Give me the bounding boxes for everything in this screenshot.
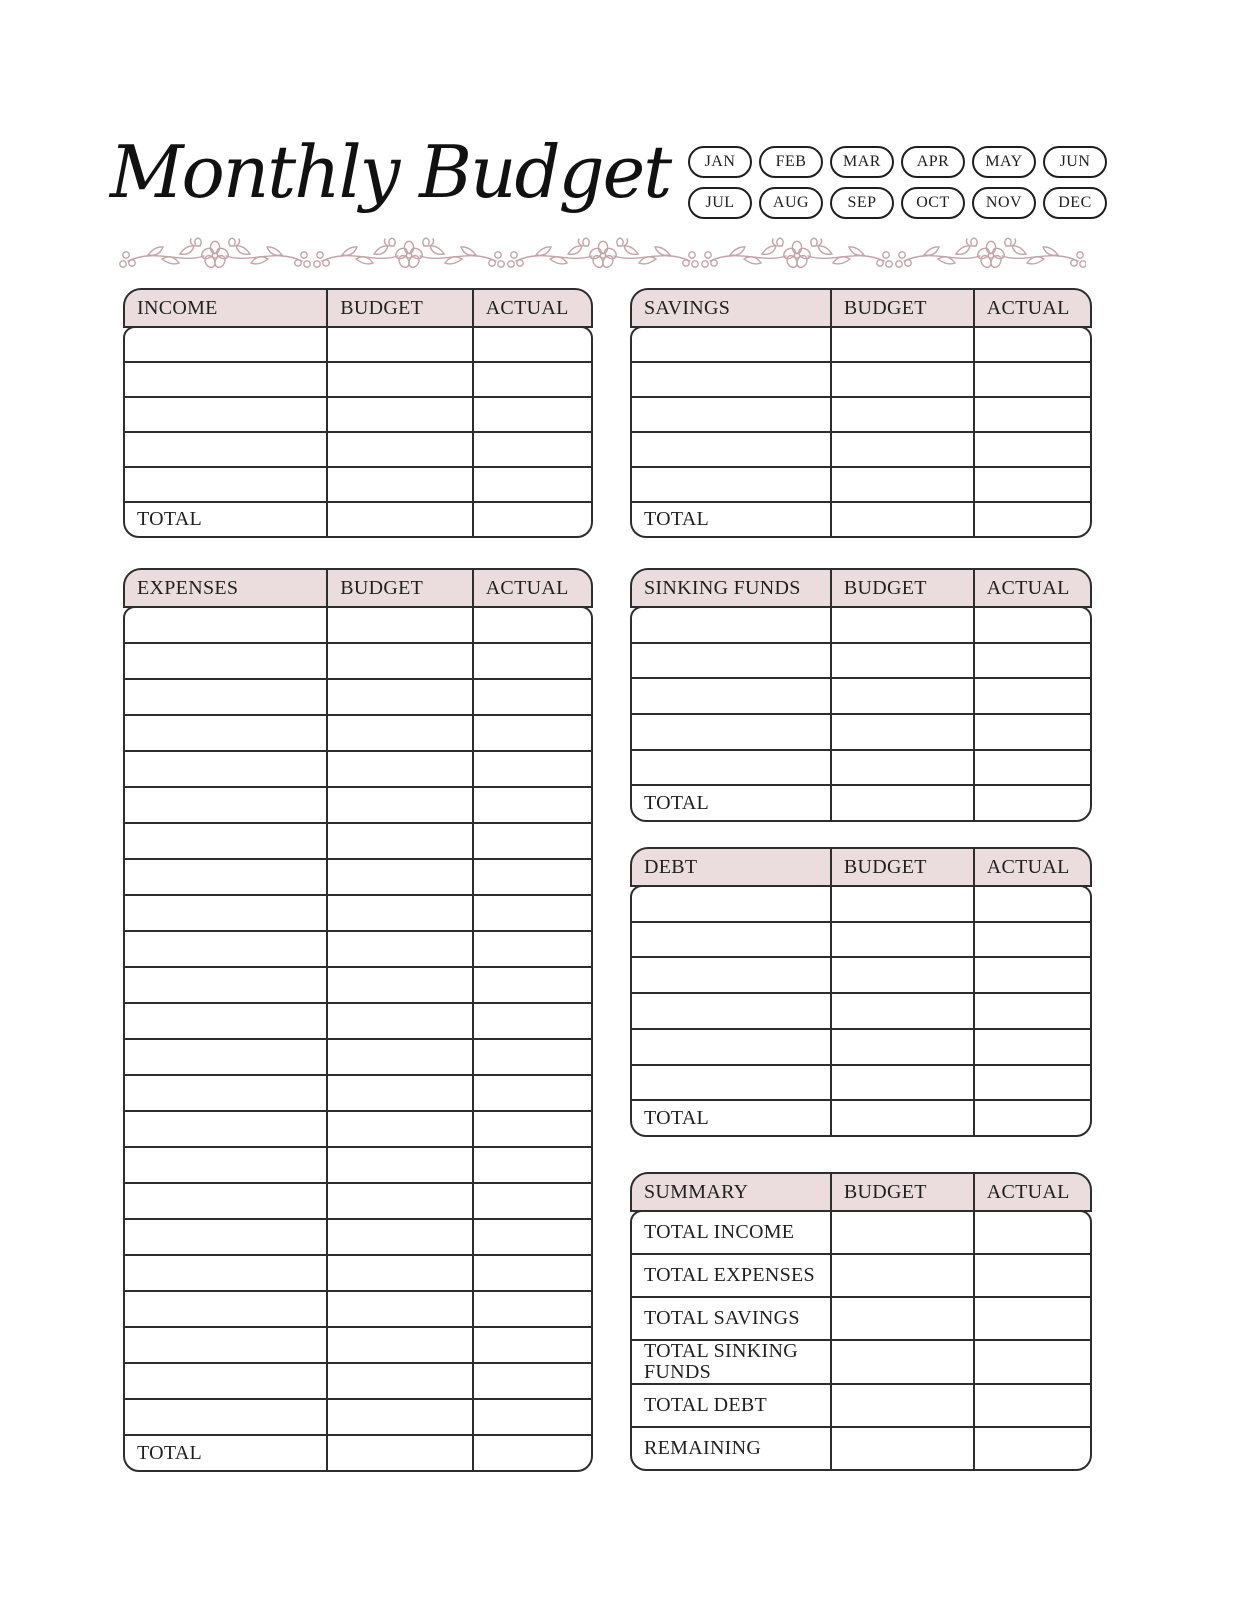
expenses-row	[125, 966, 591, 1002]
expenses-actual-cell[interactable]	[472, 1328, 591, 1362]
expenses-actual-cell[interactable]	[472, 824, 591, 858]
expenses-row	[125, 642, 591, 678]
summary-budget-cell[interactable]	[830, 1298, 973, 1339]
summary-header-row	[630, 1172, 1092, 1212]
debt-header-row	[630, 847, 1092, 887]
expenses-actual-cell[interactable]	[472, 1400, 591, 1434]
debt-name-cell[interactable]	[632, 923, 830, 957]
summary-actual-cell[interactable]	[973, 1255, 1090, 1296]
income-total-budget-cell[interactable]	[326, 503, 471, 536]
expenses-name-cell[interactable]	[125, 1148, 326, 1182]
month-pill-apr[interactable]: APR	[901, 146, 965, 178]
debt-actual-cell[interactable]	[973, 958, 1090, 992]
savings-budget-cell[interactable]	[830, 328, 973, 361]
debt-actual-cell[interactable]	[973, 994, 1090, 1028]
page-title: Monthly Budget	[109, 130, 671, 214]
income-name-cell[interactable]	[125, 433, 326, 466]
debt-name-cell[interactable]	[632, 887, 830, 921]
savings-table	[630, 288, 1092, 538]
expenses-actual-cell[interactable]	[472, 968, 591, 1002]
debt-total-budget-cell[interactable]	[830, 1101, 973, 1135]
sinking_funds-row	[632, 749, 1090, 785]
expenses-budget-cell[interactable]	[326, 932, 471, 966]
expenses-budget-cell[interactable]	[326, 824, 471, 858]
expenses-budget-cell[interactable]	[326, 644, 471, 678]
expenses-row	[125, 894, 591, 930]
month-pill-feb[interactable]: FEB	[759, 146, 823, 178]
sinking_funds-budget-cell[interactable]	[830, 644, 973, 678]
expenses-name-cell[interactable]	[125, 860, 326, 894]
income-row	[125, 466, 591, 501]
expenses-actual-cell[interactable]	[472, 1112, 591, 1146]
debt-name-cell[interactable]	[632, 1030, 830, 1064]
income-row	[125, 431, 591, 466]
savings-total-row	[632, 501, 1090, 536]
summary-row-label: TOTAL EXPENSES	[644, 1264, 815, 1286]
expenses-actual-cell[interactable]	[472, 788, 591, 822]
debt-body	[630, 885, 1092, 1137]
expenses-name-cell[interactable]	[125, 1400, 326, 1434]
expenses-row	[125, 858, 591, 894]
sinking_funds-name-cell[interactable]	[632, 679, 830, 713]
income-row	[125, 396, 591, 431]
sinking_funds-actual-cell[interactable]	[973, 608, 1090, 642]
expenses-name-cell[interactable]	[125, 932, 326, 966]
income-header-actual: ACTUAL	[472, 290, 591, 326]
expenses-budget-cell[interactable]	[326, 1040, 471, 1074]
summary-actual-cell[interactable]	[973, 1341, 1090, 1383]
income-name-cell[interactable]	[125, 363, 326, 396]
expenses-name-cell[interactable]	[125, 1076, 326, 1110]
debt-total-row	[632, 1099, 1090, 1135]
expenses-name-cell[interactable]	[125, 1292, 326, 1326]
savings-name-cell[interactable]	[632, 433, 830, 466]
expenses-budget-cell[interactable]	[326, 608, 471, 642]
expenses-row	[125, 608, 591, 642]
sinking_funds-row	[632, 713, 1090, 749]
income-header-row	[123, 288, 593, 328]
income-total-actual-cell[interactable]	[472, 503, 591, 536]
sinking_funds-total-label: TOTAL	[644, 791, 710, 814]
savings-actual-cell[interactable]	[973, 363, 1090, 396]
sinking_funds-row	[632, 677, 1090, 713]
sinking_funds-header-row	[630, 568, 1092, 608]
savings-row	[632, 431, 1090, 466]
expenses-budget-cell[interactable]	[326, 968, 471, 1002]
summary-budget-cell[interactable]	[830, 1212, 973, 1253]
expenses-row	[125, 786, 591, 822]
summary-row-label: REMAINING	[644, 1437, 762, 1459]
expenses-row	[125, 1110, 591, 1146]
summary-row-label: TOTAL DEBT	[644, 1394, 768, 1416]
sinking_funds-name-cell[interactable]	[632, 751, 830, 785]
debt-budget-cell[interactable]	[830, 958, 973, 992]
expenses-actual-cell[interactable]	[472, 680, 591, 714]
savings-name-cell[interactable]	[632, 363, 830, 396]
summary-row	[632, 1339, 1090, 1383]
income-actual-cell[interactable]	[472, 398, 591, 431]
expenses-budget-cell[interactable]	[326, 1076, 471, 1110]
month-selector	[688, 146, 1107, 219]
summary-table	[630, 1172, 1092, 1471]
sinking_funds-name-cell[interactable]	[632, 644, 830, 678]
summary-row	[632, 1426, 1090, 1469]
expenses-actual-cell[interactable]	[472, 1184, 591, 1218]
expenses-row	[125, 714, 591, 750]
summary-actual-cell[interactable]	[973, 1298, 1090, 1339]
income-header-title: INCOME	[137, 296, 218, 319]
expenses-actual-cell[interactable]	[472, 1220, 591, 1254]
savings-actual-cell[interactable]	[973, 468, 1090, 501]
sinking_funds-header-title: SINKING FUNDS	[644, 576, 801, 599]
sinking_funds-budget-cell[interactable]	[830, 715, 973, 749]
expenses-name-cell[interactable]	[125, 968, 326, 1002]
month-pill-oct[interactable]: OCT	[901, 187, 965, 219]
summary-row	[632, 1253, 1090, 1296]
debt-name-cell[interactable]	[632, 1066, 830, 1100]
debt-name-cell[interactable]	[632, 958, 830, 992]
savings-actual-cell[interactable]	[973, 398, 1090, 431]
summary-row	[632, 1212, 1090, 1253]
income-row	[125, 328, 591, 361]
debt-actual-cell[interactable]	[973, 1066, 1090, 1100]
expenses-header-row	[123, 568, 593, 608]
expenses-actual-cell[interactable]	[472, 1292, 591, 1326]
summary-actual-cell[interactable]	[973, 1212, 1090, 1253]
savings-budget-cell[interactable]	[830, 433, 973, 466]
income-budget-cell[interactable]	[326, 328, 471, 361]
debt-actual-cell[interactable]	[973, 887, 1090, 921]
income-actual-cell[interactable]	[472, 328, 591, 361]
expenses-budget-cell[interactable]	[326, 896, 471, 930]
expenses-name-cell[interactable]	[125, 788, 326, 822]
month-pill-jul[interactable]: JUL	[688, 187, 752, 219]
expenses-row	[125, 1182, 591, 1218]
income-budget-cell[interactable]	[326, 433, 471, 466]
income-total-row	[125, 501, 591, 536]
month-pill-jun[interactable]: JUN	[1043, 146, 1107, 178]
expenses-name-cell[interactable]	[125, 1004, 326, 1038]
savings-actual-cell[interactable]	[973, 328, 1090, 361]
savings-total-budget-cell[interactable]	[830, 503, 973, 536]
expenses-actual-cell[interactable]	[472, 752, 591, 786]
expenses-actual-cell[interactable]	[472, 1256, 591, 1290]
debt-budget-cell[interactable]	[830, 923, 973, 957]
sinking_funds-header-actual: ACTUAL	[973, 570, 1090, 606]
expenses-name-cell[interactable]	[125, 1184, 326, 1218]
expenses-budget-cell[interactable]	[326, 788, 471, 822]
expenses-total-actual-cell[interactable]	[472, 1436, 591, 1470]
debt-row	[632, 921, 1090, 957]
income-body	[123, 326, 593, 538]
debt-row	[632, 1064, 1090, 1100]
summary-actual-cell[interactable]	[973, 1385, 1090, 1426]
savings-name-cell[interactable]	[632, 468, 830, 501]
month-pill-jan[interactable]: JAN	[688, 146, 752, 178]
summary-budget-cell[interactable]	[830, 1428, 973, 1469]
savings-total-actual-cell[interactable]	[973, 503, 1090, 536]
debt-total-actual-cell[interactable]	[973, 1101, 1090, 1135]
expenses-header-actual: ACTUAL	[472, 570, 591, 606]
debt-table	[630, 847, 1092, 1137]
debt-total-label: TOTAL	[644, 1106, 710, 1129]
summary-row	[632, 1296, 1090, 1339]
expenses-table	[123, 568, 593, 1472]
debt-header-actual: ACTUAL	[973, 849, 1090, 885]
income-name-cell[interactable]	[125, 468, 326, 501]
income-actual-cell[interactable]	[472, 433, 591, 466]
month-pill-nov[interactable]: NOV	[972, 187, 1036, 219]
month-pill-sep[interactable]: SEP	[830, 187, 894, 219]
sinking_funds-total-budget-cell[interactable]	[830, 786, 973, 820]
savings-header-actual: ACTUAL	[973, 290, 1090, 326]
expenses-actual-cell[interactable]	[472, 932, 591, 966]
expenses-header-budget: BUDGET	[326, 570, 471, 606]
debt-name-cell[interactable]	[632, 994, 830, 1028]
debt-budget-cell[interactable]	[830, 994, 973, 1028]
expenses-budget-cell[interactable]	[326, 1184, 471, 1218]
month-pill-dec[interactable]: DEC	[1043, 187, 1107, 219]
debt-budget-cell[interactable]	[830, 1030, 973, 1064]
income-name-cell[interactable]	[125, 328, 326, 361]
sinking_funds-actual-cell[interactable]	[973, 644, 1090, 678]
sinking_funds-body	[630, 606, 1092, 822]
expenses-row	[125, 1254, 591, 1290]
expenses-budget-cell[interactable]	[326, 1400, 471, 1434]
expenses-budget-cell[interactable]	[326, 716, 471, 750]
expenses-budget-cell[interactable]	[326, 680, 471, 714]
expenses-budget-cell[interactable]	[326, 1256, 471, 1290]
savings-body	[630, 326, 1092, 538]
expenses-budget-cell[interactable]	[326, 1112, 471, 1146]
debt-row	[632, 992, 1090, 1028]
income-actual-cell[interactable]	[472, 468, 591, 501]
flower-vine-divider-icon	[118, 234, 1086, 276]
sinking_funds-budget-cell[interactable]	[830, 679, 973, 713]
sinking_funds-row	[632, 608, 1090, 642]
summary-body	[630, 1210, 1092, 1471]
sinking_funds-header-budget: BUDGET	[830, 570, 973, 606]
expenses-budget-cell[interactable]	[326, 1220, 471, 1254]
income-name-cell[interactable]	[125, 398, 326, 431]
expenses-row	[125, 1038, 591, 1074]
expenses-name-cell[interactable]	[125, 680, 326, 714]
summary-header-budget: BUDGET	[830, 1174, 973, 1210]
expenses-actual-cell[interactable]	[472, 1076, 591, 1110]
expenses-row	[125, 1290, 591, 1326]
debt-header-budget: BUDGET	[830, 849, 973, 885]
expenses-name-cell[interactable]	[125, 716, 326, 750]
debt-row	[632, 887, 1090, 921]
expenses-row	[125, 1398, 591, 1434]
expenses-actual-cell[interactable]	[472, 644, 591, 678]
expenses-row	[125, 1218, 591, 1254]
sinking_funds-name-cell[interactable]	[632, 715, 830, 749]
savings-actual-cell[interactable]	[973, 433, 1090, 466]
income-actual-cell[interactable]	[472, 363, 591, 396]
savings-name-cell[interactable]	[632, 398, 830, 431]
expenses-name-cell[interactable]	[125, 1112, 326, 1146]
expenses-name-cell[interactable]	[125, 1364, 326, 1398]
income-header-budget: BUDGET	[326, 290, 471, 326]
expenses-budget-cell[interactable]	[326, 1148, 471, 1182]
expenses-budget-cell[interactable]	[326, 752, 471, 786]
expenses-actual-cell[interactable]	[472, 860, 591, 894]
savings-budget-cell[interactable]	[830, 398, 973, 431]
sinking_funds-budget-cell[interactable]	[830, 751, 973, 785]
expenses-row	[125, 930, 591, 966]
debt-actual-cell[interactable]	[973, 1030, 1090, 1064]
expenses-row	[125, 1362, 591, 1398]
expenses-name-cell[interactable]	[125, 824, 326, 858]
expenses-row	[125, 1326, 591, 1362]
savings-total-label: TOTAL	[644, 508, 710, 530]
expenses-name-cell[interactable]	[125, 1328, 326, 1362]
income-total-label: TOTAL	[137, 508, 203, 530]
month-pill-mar[interactable]: MAR	[830, 146, 894, 178]
expenses-budget-cell[interactable]	[326, 860, 471, 894]
expenses-budget-cell[interactable]	[326, 1292, 471, 1326]
savings-name-cell[interactable]	[632, 328, 830, 361]
sinking_funds-total-actual-cell[interactable]	[973, 786, 1090, 820]
expenses-body	[123, 606, 593, 1472]
sinking_funds-budget-cell[interactable]	[830, 608, 973, 642]
summary-budget-cell[interactable]	[830, 1385, 973, 1426]
savings-budget-cell[interactable]	[830, 363, 973, 396]
expenses-name-cell[interactable]	[125, 608, 326, 642]
sinking_funds-row	[632, 642, 1090, 678]
summary-row-label: TOTAL SINKING FUNDS	[644, 1341, 798, 1383]
expenses-row	[125, 1002, 591, 1038]
expenses-actual-cell[interactable]	[472, 1148, 591, 1182]
savings-header-title: SAVINGS	[644, 296, 731, 319]
savings-header-budget: BUDGET	[830, 290, 973, 326]
expenses-total-row	[125, 1434, 591, 1470]
expenses-budget-cell[interactable]	[326, 1364, 471, 1398]
expenses-row	[125, 678, 591, 714]
debt-row	[632, 1028, 1090, 1064]
month-pill-aug[interactable]: AUG	[759, 187, 823, 219]
expenses-name-cell[interactable]	[125, 1040, 326, 1074]
expenses-row	[125, 1146, 591, 1182]
summary-budget-cell[interactable]	[830, 1341, 973, 1383]
expenses-actual-cell[interactable]	[472, 716, 591, 750]
savings-row	[632, 328, 1090, 361]
expenses-actual-cell[interactable]	[472, 1040, 591, 1074]
expenses-actual-cell[interactable]	[472, 1364, 591, 1398]
expenses-name-cell[interactable]	[125, 1256, 326, 1290]
debt-budget-cell[interactable]	[830, 887, 973, 921]
sinking-funds-table	[630, 568, 1092, 822]
debt-header-title: DEBT	[644, 855, 698, 878]
summary-budget-cell[interactable]	[830, 1255, 973, 1296]
income-budget-cell[interactable]	[326, 398, 471, 431]
expenses-row	[125, 822, 591, 858]
sinking_funds-total-row	[632, 784, 1090, 820]
expenses-actual-cell[interactable]	[472, 896, 591, 930]
income-row	[125, 361, 591, 396]
debt-row	[632, 956, 1090, 992]
sinking_funds-name-cell[interactable]	[632, 608, 830, 642]
savings-row	[632, 396, 1090, 431]
savings-row	[632, 361, 1090, 396]
sinking_funds-actual-cell[interactable]	[973, 715, 1090, 749]
expenses-budget-cell[interactable]	[326, 1004, 471, 1038]
expenses-name-cell[interactable]	[125, 752, 326, 786]
expenses-actual-cell[interactable]	[472, 608, 591, 642]
summary-row-label: TOTAL INCOME	[644, 1221, 795, 1243]
expenses-header-title: EXPENSES	[137, 576, 239, 599]
savings-row	[632, 466, 1090, 501]
summary-row	[632, 1383, 1090, 1426]
sinking_funds-actual-cell[interactable]	[973, 679, 1090, 713]
expenses-budget-cell[interactable]	[326, 1328, 471, 1362]
expenses-total-label: TOTAL	[137, 1441, 203, 1464]
expenses-name-cell[interactable]	[125, 644, 326, 678]
debt-actual-cell[interactable]	[973, 923, 1090, 957]
debt-budget-cell[interactable]	[830, 1066, 973, 1100]
expenses-row	[125, 1074, 591, 1110]
expenses-actual-cell[interactable]	[472, 1004, 591, 1038]
income-budget-cell[interactable]	[326, 468, 471, 501]
expenses-row	[125, 750, 591, 786]
expenses-name-cell[interactable]	[125, 896, 326, 930]
summary-header-actual: ACTUAL	[973, 1174, 1090, 1210]
savings-header-row	[630, 288, 1092, 328]
income-budget-cell[interactable]	[326, 363, 471, 396]
expenses-name-cell[interactable]	[125, 1220, 326, 1254]
savings-budget-cell[interactable]	[830, 468, 973, 501]
expenses-total-budget-cell[interactable]	[326, 1436, 471, 1470]
summary-row-label: TOTAL SAVINGS	[644, 1307, 800, 1329]
summary-header-title: SUMMARY	[644, 1180, 749, 1203]
sinking_funds-actual-cell[interactable]	[973, 751, 1090, 785]
summary-actual-cell[interactable]	[973, 1428, 1090, 1469]
income-table	[123, 288, 593, 538]
month-pill-may[interactable]: MAY	[972, 146, 1036, 178]
